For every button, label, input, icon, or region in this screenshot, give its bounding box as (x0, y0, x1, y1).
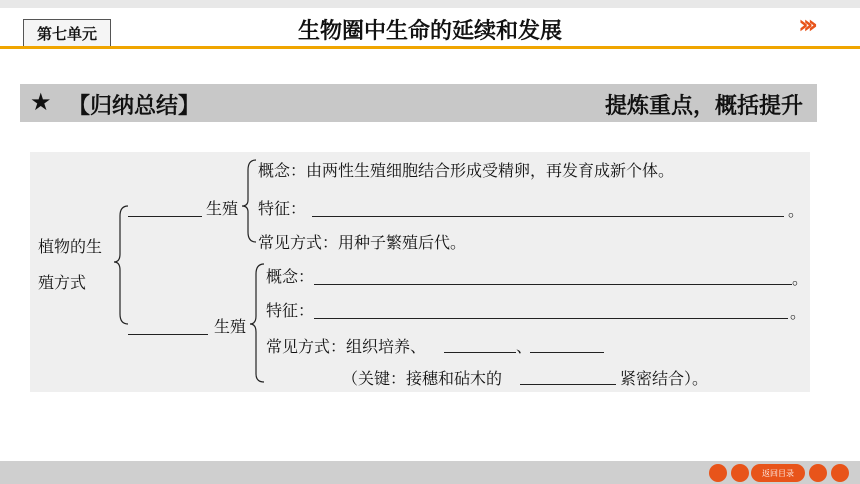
blank-branch2-type[interactable] (128, 334, 208, 335)
banner-title: 【归纳总结】 (68, 94, 201, 119)
last-page-icon[interactable] (831, 464, 849, 482)
next-chevron-icon[interactable]: ››› (798, 10, 813, 40)
header-divider (0, 46, 860, 49)
blank-branch2-method2[interactable] (530, 352, 604, 353)
prev-page-icon[interactable] (731, 464, 749, 482)
page-title: 生物圈中生命的延续和发展 (297, 19, 562, 44)
blank-branch1-feature[interactable] (312, 216, 784, 217)
branch2-feature: 特征： (266, 301, 315, 320)
branch2-feature-end: 。 (790, 303, 807, 322)
header-top-strip (0, 0, 860, 8)
branch1-feature: 特征： (258, 199, 307, 218)
blank-branch2-feature[interactable] (314, 318, 788, 319)
next-page-icon[interactable] (809, 464, 827, 482)
unit-tab: 第七单元 (23, 19, 111, 47)
blank-branch2-method1[interactable] (444, 352, 516, 353)
branch1-label: 生殖 (206, 199, 239, 218)
banner-subtitle: 提炼重点，概括提升 (604, 94, 803, 119)
branch2-label: 生殖 (214, 317, 247, 336)
blank-branch1-type[interactable] (128, 216, 202, 217)
root-label-line2: 殖方式 (38, 273, 87, 292)
branch1-concept: 概念：由两性生殖细胞结合形成受精卵，再发育成新个体。 (258, 161, 675, 180)
branch1-feature-end: 。 (788, 201, 805, 220)
root-label-line1: 植物的生 (38, 237, 103, 256)
branch1-method: 常见方式：用种子繁殖后代。 (258, 233, 467, 252)
first-page-icon[interactable] (709, 464, 727, 482)
branch2-key-suffix: 紧密结合）。 (620, 369, 709, 388)
blank-branch2-key[interactable] (520, 384, 616, 385)
branch2-concept: 概念： (266, 267, 315, 286)
star-icon: ★ (30, 88, 52, 116)
back-to-contents-button[interactable]: 返回目录 (751, 464, 805, 482)
reproduction-diagram (30, 152, 810, 392)
section-banner (20, 84, 817, 122)
branch2-concept-end: 。 (792, 269, 809, 288)
branch2-method: 常见方式：组织培养、 (266, 337, 427, 356)
blank-branch2-concept[interactable] (314, 284, 792, 285)
branch2-method-sep: 、 (516, 337, 533, 356)
branch2-key-prefix: （关键：接穗和砧木的 (342, 369, 503, 388)
